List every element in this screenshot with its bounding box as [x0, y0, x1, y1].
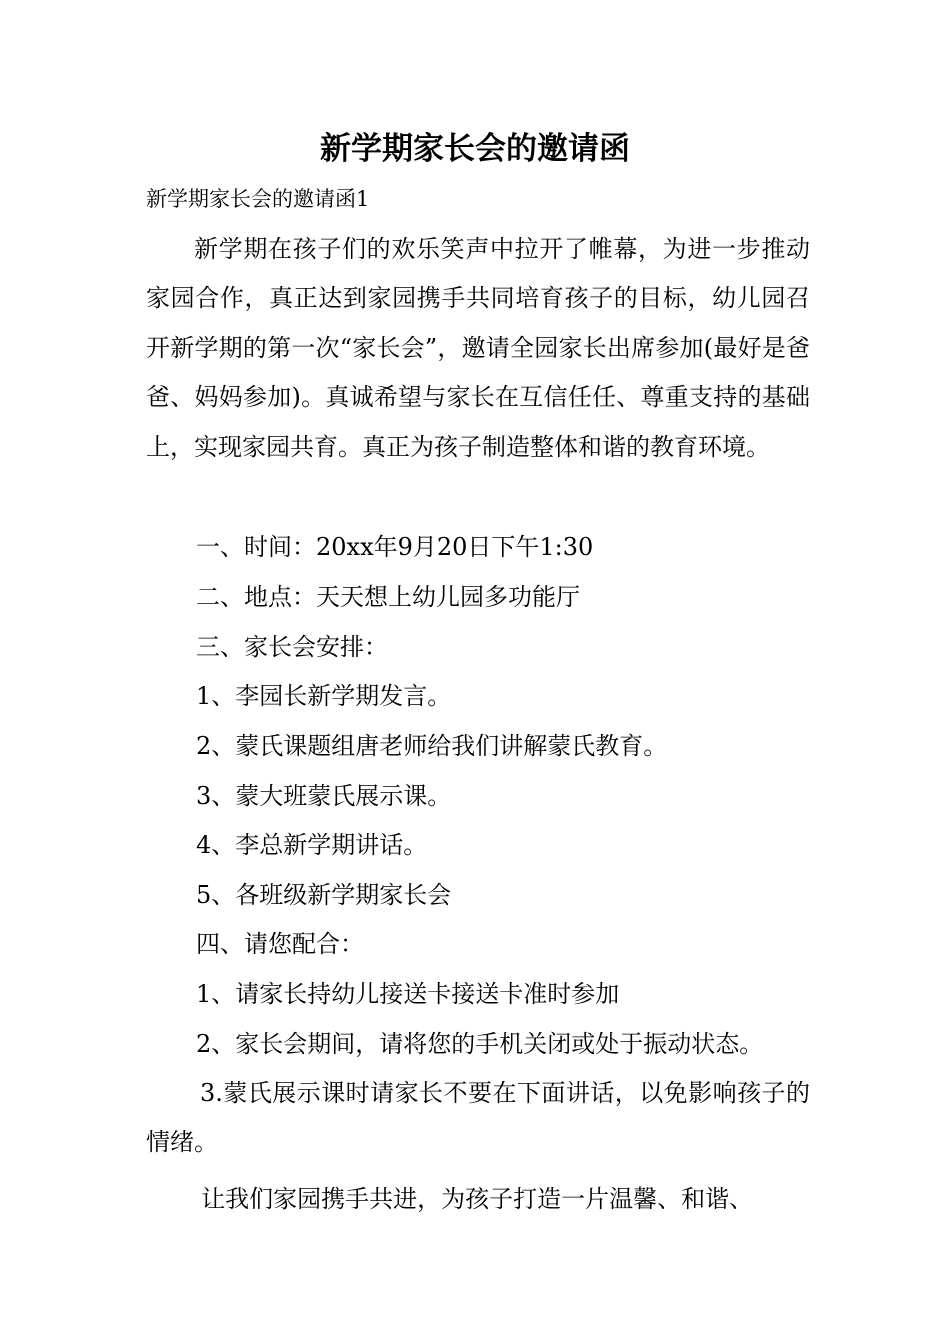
agenda-item: 5、各班级新学期家长会 — [196, 881, 452, 909]
time-line: 一、时间：20xx年9月20日下午1:30 — [196, 533, 594, 561]
closing-paragraph: 让我们家园携手共进，为孩子打造一片温馨、和谐、 — [201, 1185, 754, 1213]
agenda-item: 1、李园长新学期发言。 — [196, 682, 452, 710]
document-title: 新学期家长会的邀请函 — [320, 131, 630, 167]
cooperation-item: 1、请家长持幼儿接送卡接送卡准时参加 — [196, 980, 620, 1008]
agenda-item: 2、蒙氏课题组唐老师给我们讲解蒙氏教育。 — [196, 732, 668, 760]
document-subtitle: 新学期家长会的邀请函1 — [146, 187, 370, 211]
intro-paragraph: 新学期在孩子们的欢乐笑声中拉开了帷幕，为进一步推动家园合作，真正达到家园携手共同培育孩子的目标，幼儿园召开新学期的第一次“家长会”，邀请全园家长出席参加(最好是爸爸、妈妈参加)。真诚希望与家长在互信任任、尊重支持的基础上，实现家园共育。真正为孩子制造整体和谐的教育环境。 — [146, 235, 810, 461]
agenda-heading: 三、家长会安排： — [196, 633, 388, 661]
agenda-item: 3、蒙大班蒙氏展示课。 — [196, 782, 452, 810]
agenda-item: 4、李总新学期讲话。 — [196, 831, 428, 859]
cooperation-item: 2、家长会期间，请将您的手机关闭或处于振动状态。 — [196, 1030, 764, 1058]
place-line: 二、地点：天天想上幼儿园多功能厅 — [196, 583, 580, 611]
cooperation-item-3: 3.蒙氏展示课时请家长不要在下面讲话，以免影响孩子的情绪。 — [146, 1079, 810, 1157]
cooperation-heading: 四、请您配合： — [196, 930, 364, 958]
